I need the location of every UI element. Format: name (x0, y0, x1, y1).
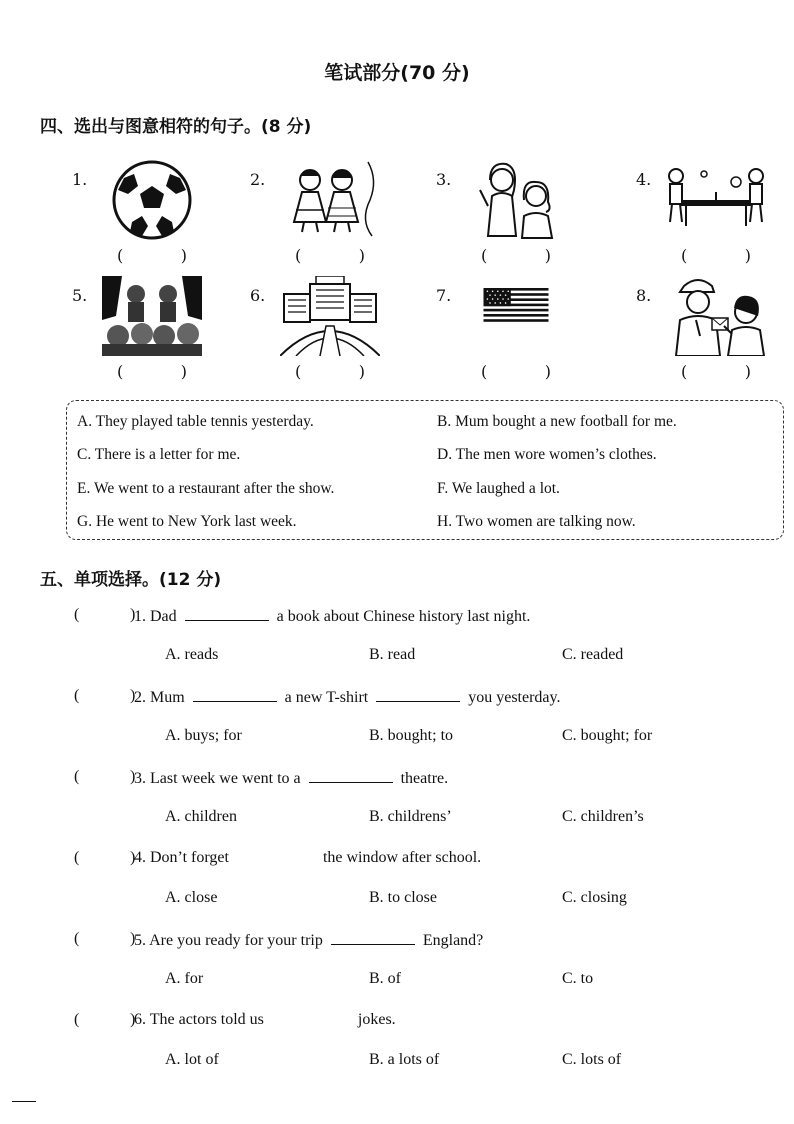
choice-a[interactable]: A. lot of (165, 1051, 219, 1068)
option-a: A. They played table tennis yesterday. (77, 413, 314, 430)
picture-item-1 (72, 160, 252, 270)
choice-b[interactable]: B. read (369, 646, 416, 663)
answer-paren-close[interactable]: ) (130, 687, 136, 704)
question-text: 2. Mum (134, 689, 185, 706)
question-text: you yesterday. (468, 689, 561, 706)
two-girls-dressed-up-icon (280, 160, 380, 240)
football-icon (102, 160, 202, 240)
question-text: 3. Last week we went to a (134, 770, 301, 787)
answer-blank[interactable]: ( ) (481, 362, 551, 381)
page-title: 笔试部分(70 分) (324, 62, 470, 84)
question-text: jokes. (357, 1011, 396, 1028)
picture-number: 5. (72, 286, 88, 305)
picture-number: 2. (250, 170, 266, 189)
picture-number: 6. (250, 286, 266, 305)
picture-item-3 (436, 160, 616, 270)
city-building-icon (280, 276, 380, 356)
answer-blank[interactable]: ( ) (481, 246, 551, 265)
option-h: H. Two women are talking now. (437, 513, 636, 530)
section-5-heading: 五、单项选择。(12 分) (40, 570, 222, 590)
picture-item-4 (636, 160, 794, 270)
question-text: a new T-shirt (284, 689, 369, 706)
american-flag-icon (466, 288, 566, 340)
answer-blank[interactable]: ( ) (117, 362, 187, 381)
two-women-talking-icon (466, 160, 566, 240)
answer-paren-close[interactable]: ) (130, 849, 136, 866)
question-text: England? (422, 932, 484, 949)
audience-laughing-icon (102, 276, 202, 356)
fill-blank[interactable] (185, 606, 269, 621)
answer-blank[interactable]: ( ) (295, 362, 365, 381)
choice-a[interactable]: A. for (165, 970, 204, 987)
option-e: E. We went to a restaurant after the show. (77, 480, 335, 497)
answer-blank[interactable]: ( ) (117, 246, 187, 265)
question-text: 5. Are you ready for your trip (134, 932, 323, 949)
picture-item-6 (250, 276, 430, 386)
picture-number: 8. (636, 286, 652, 305)
choice-c[interactable]: C. children’s (562, 808, 644, 825)
choice-b[interactable]: B. a lots of (369, 1051, 440, 1068)
answer-paren-open[interactable]: ( (74, 930, 80, 947)
choice-a[interactable]: A. buys; for (165, 727, 242, 744)
answer-paren-close[interactable]: ) (130, 930, 136, 947)
fill-blank[interactable] (376, 687, 460, 702)
choice-c[interactable]: C. readed (562, 646, 624, 663)
picture-item-2 (250, 160, 430, 270)
picture-number: 7. (436, 286, 452, 305)
choice-b[interactable]: B. of (369, 970, 401, 987)
choice-c[interactable]: C. bought; for (562, 727, 653, 744)
answer-paren-open[interactable]: ( (74, 768, 80, 785)
picture-number: 3. (436, 170, 452, 189)
question-text: 6. The actors told us (134, 1011, 264, 1028)
answer-paren-open[interactable]: ( (74, 606, 80, 623)
option-g: G. He went to New York last week. (77, 513, 297, 530)
answer-paren-open[interactable]: ( (74, 849, 80, 866)
table-tennis-icon (666, 160, 766, 240)
choice-c[interactable]: C. lots of (562, 1051, 622, 1068)
answer-paren-close[interactable]: ) (130, 1011, 136, 1028)
answer-blank[interactable]: ( ) (295, 246, 365, 265)
choice-a[interactable]: A. children (165, 808, 237, 825)
question-text: the window after school. (322, 849, 482, 866)
option-f: F. We laughed a lot. (437, 480, 560, 497)
question-text: a book about Chinese history last night. (276, 608, 531, 625)
option-c: C. There is a letter for me. (77, 446, 241, 463)
fill-blank[interactable] (331, 930, 415, 945)
question-text: 1. Dad (134, 608, 177, 625)
option-b: B. Mum bought a new football for me. (437, 413, 677, 430)
choice-a[interactable]: A. close (165, 889, 218, 906)
choice-c[interactable]: C. to (562, 970, 594, 987)
answer-blank[interactable]: ( ) (681, 246, 751, 265)
postman-letter-icon (666, 276, 766, 356)
fill-blank[interactable] (193, 687, 277, 702)
picture-item-7 (436, 276, 616, 386)
answer-paren-close[interactable]: ) (130, 768, 136, 785)
choice-b[interactable]: B. bought; to (369, 727, 454, 744)
answer-paren-open[interactable]: ( (74, 687, 80, 704)
choice-b[interactable]: B. to close (369, 889, 437, 906)
question-text: theatre. (400, 770, 449, 787)
answer-paren-open[interactable]: ( (74, 1011, 80, 1028)
options-box (66, 400, 784, 540)
answer-paren-close[interactable]: ) (130, 606, 136, 623)
picture-number: 1. (72, 170, 88, 189)
section-4-heading: 四、选出与图意相符的句子。(8 分) (40, 117, 312, 137)
picture-number: 4. (636, 170, 652, 189)
option-d: D. The men wore women’s clothes. (437, 446, 657, 463)
question-text: 4. Don’t forget (134, 849, 229, 866)
footer-rule (12, 1101, 36, 1102)
choice-c[interactable]: C. closing (562, 889, 627, 906)
picture-item-5 (72, 276, 252, 386)
answer-blank[interactable]: ( ) (681, 362, 751, 381)
choice-b[interactable]: B. childrens’ (369, 808, 452, 825)
choice-a[interactable]: A. reads (165, 646, 219, 663)
picture-item-8 (636, 276, 794, 386)
fill-blank[interactable] (309, 768, 393, 783)
